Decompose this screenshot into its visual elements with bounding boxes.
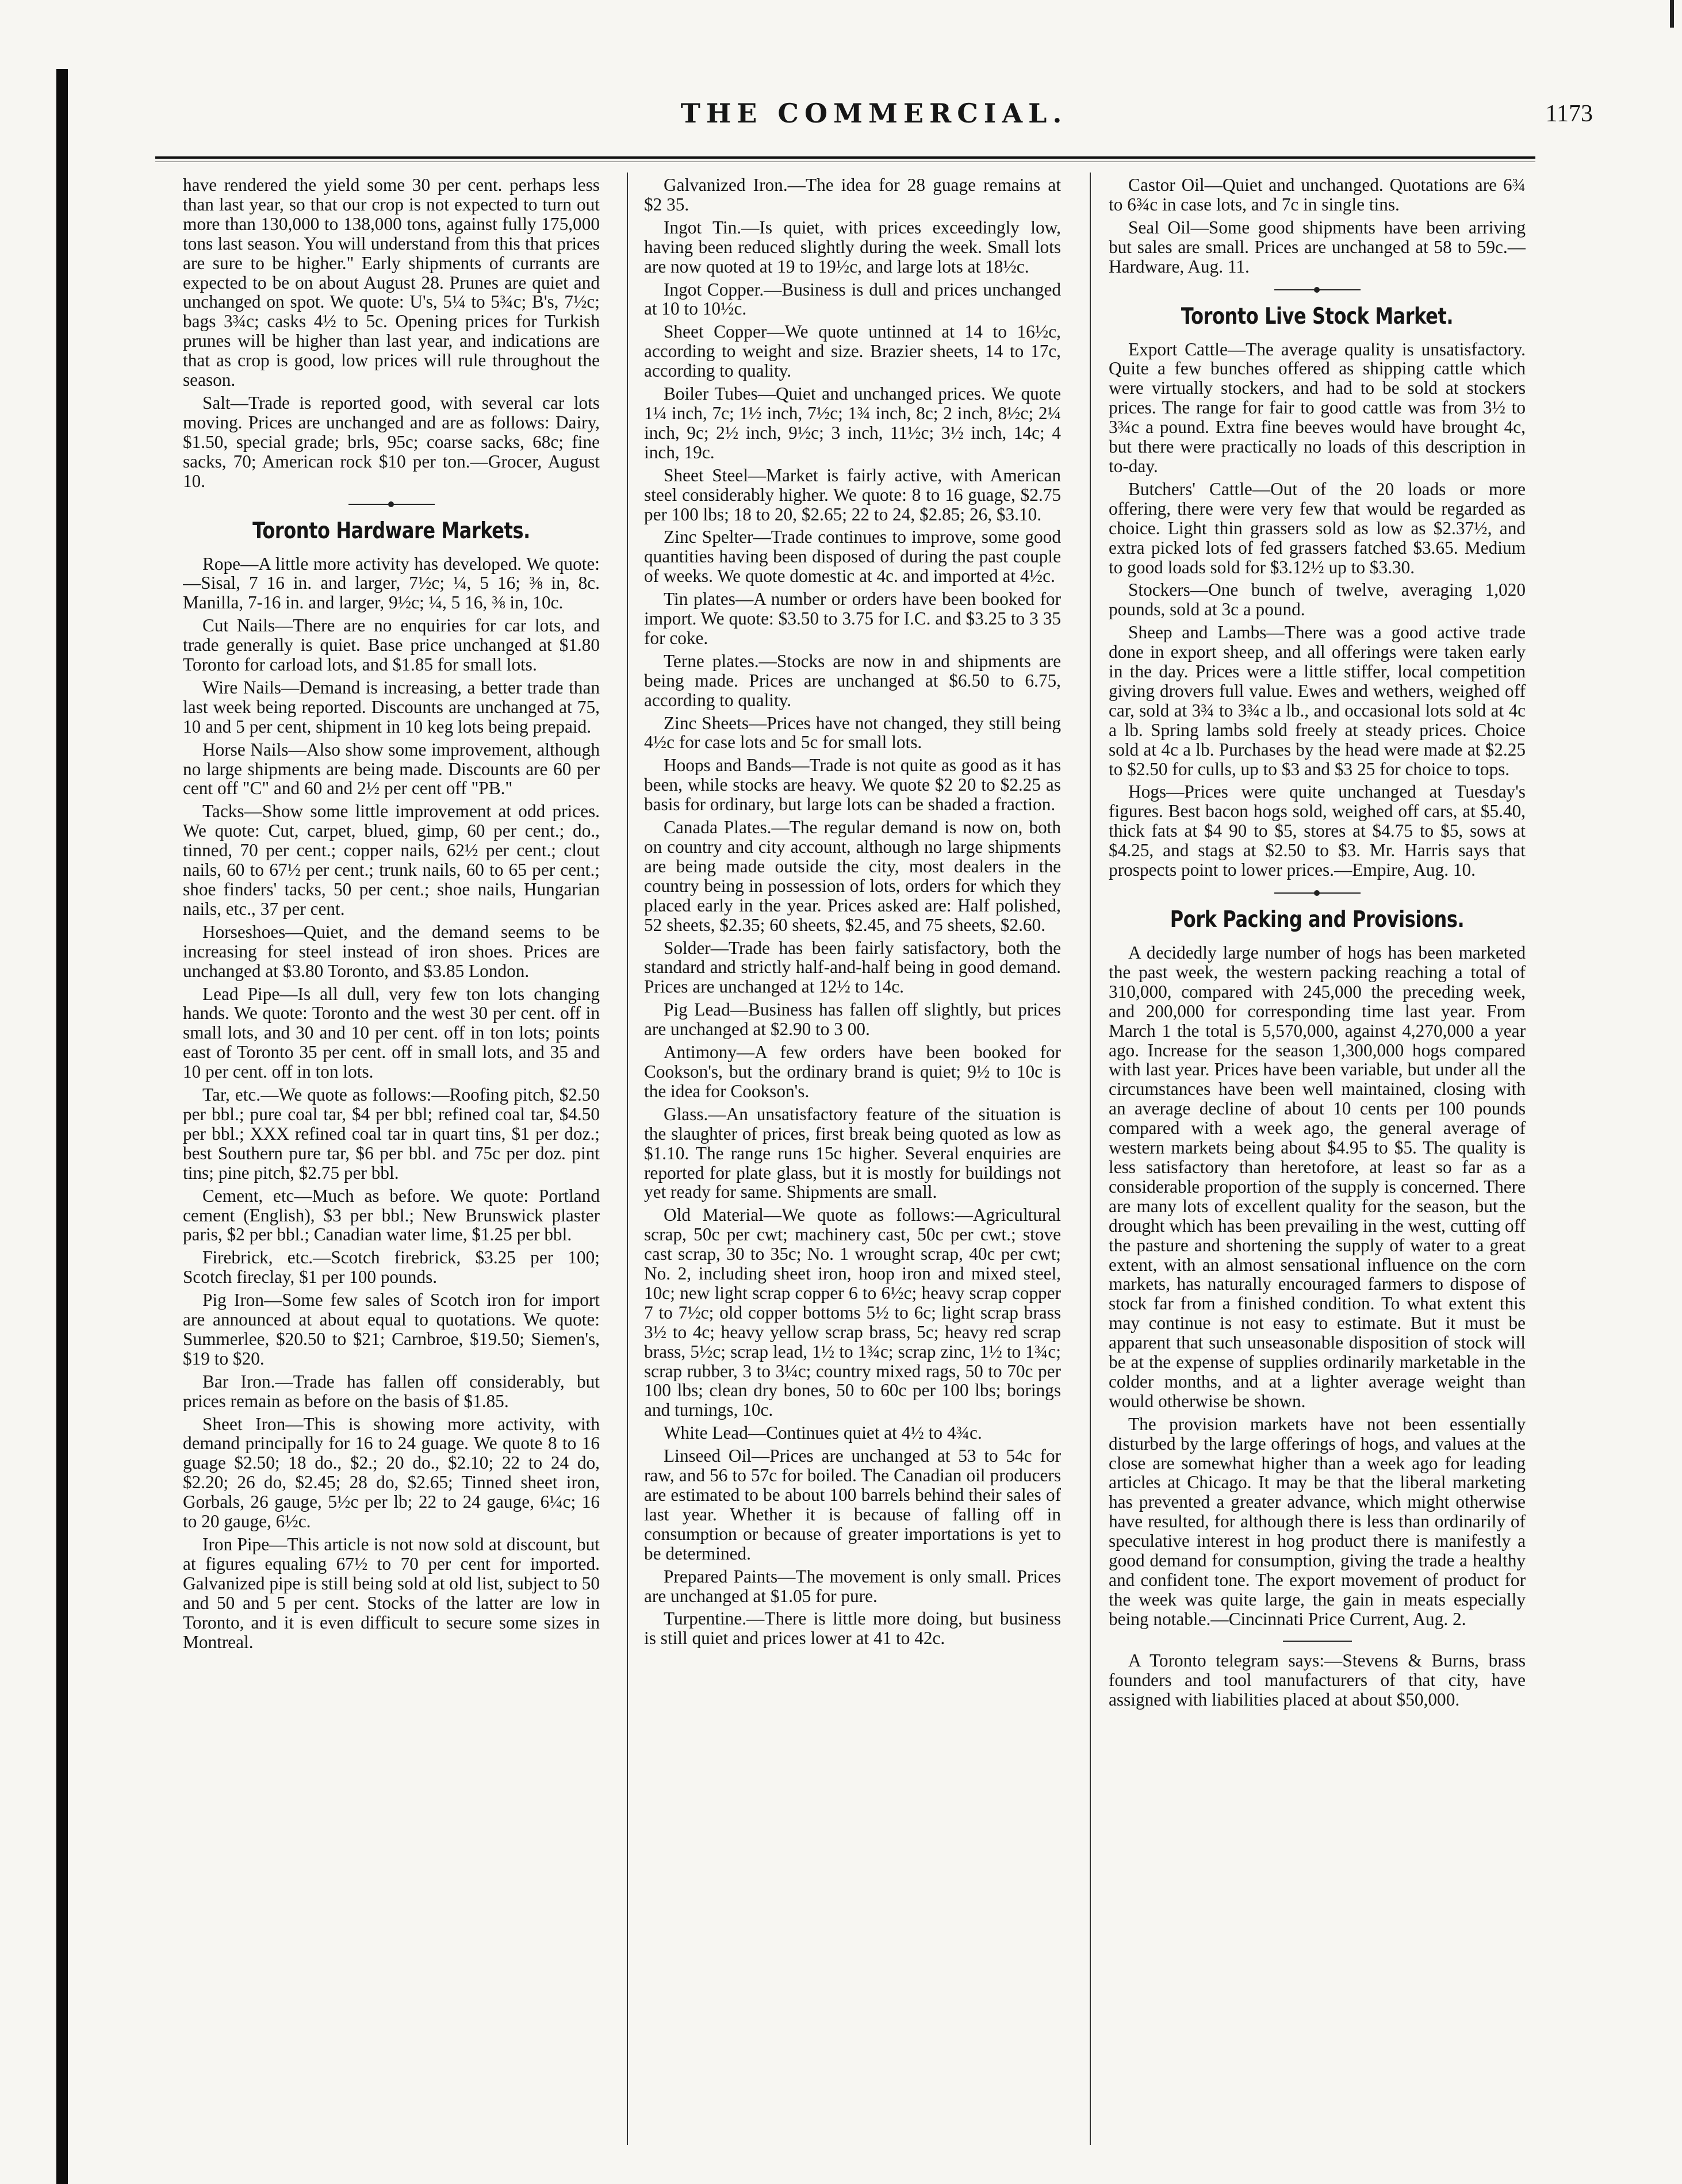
column-divider (627, 173, 628, 2145)
column-3 (1109, 175, 1526, 2142)
article-paragraph: Castor Oil—Quiet and unchanged. Quotations are 6¾ to 6¾c in case lots, and 7c in single tins. (1109, 175, 1526, 214)
ornamental-rule (1274, 289, 1361, 295)
article-paragraph: Export Cattle—The average quality is unsatisfactory. Quite a few bunches offered as shipping cattle which were virtually stockers, and had to be sold at stockers prices. The range for fair to good cattle was from 3½ to 3¾c a pound. Extra fine beeves would have brought 4c, but there were practically no loads of this description in to-day. (1109, 339, 1526, 476)
separator-rule (1283, 1641, 1352, 1642)
article-paragraph: Horse Nails—Also show some improvement, although no large shipments are being made. Discounts are 60 per cent off "C" and 60 and 2½ per cent off "PB." (183, 739, 600, 799)
article-paragraph: Iron Pipe—This article is not now sold at discount, but at figures equaling 67½ to 70 per cent for imported. Galvanized pipe is still being sold at old list, subject to 50 and 50 and 5 per cent. Stocks of the latter are low in Toronto, and it is even difficult to secure some sizes in Montreal. (183, 1534, 600, 1652)
column-divider (1090, 173, 1091, 2145)
article-paragraph: Hogs—Prices were quite unchanged at Tuesday's figures. Best bacon hogs sold, weighed off cars, at $5.40, thick fats at $4 90 to $5, stores at $4.75 to $5, sows at $4.25, and stags at $2.50 to $3. Mr. Harris says that prospects point to lower prices.—Empire, Aug. 10. (1109, 781, 1526, 880)
article-paragraph: Sheet Iron—This is showing more activity, with demand principally for 16 to 24 guage. We quote 8 to 16 guage $2.50; 18 do., $2.; 20 do., $2.10; 22 to 24 do, $2.20; 26 do, $2.45; 28 do, $2.65; Tinned sheet iron, Gorbals, 26 gauge, 5½c per lb; 22 to 24 gauge, 6¼c; 16 to 20 gauge, 6½c. (183, 1413, 600, 1532)
article-paragraph: The provision markets have not been essentially disturbed by the large offerings of hogs, and values at the close are somewhat higher than a week ago for leading articles at Chicago. It may be that the liberal marketing has prevented a greater advance, which might otherwise have resulted, for although there is less than ordinarily of speculative interest in hog product there is manifestly a good demand for consumption, giving the trade a healthy and confident tone. The export movement of product for the week was quite large, the gain in meats especially being notable.—Cincinnati Price Current, Aug. 2. (1109, 1413, 1526, 1629)
article-paragraph: Cut Nails—There are no enquiries for car lots, and trade generally is quiet. Base price unchanged at $1.80 Toronto for carload lots, and $1.85 for small lots. (183, 615, 600, 675)
article-paragraph: Prepared Paints—The movement is only small. Prices are unchanged at $1.05 for pure. (644, 1566, 1061, 1606)
article-paragraph: Cement, etc—Much as before. We quote: Portland cement (English), $3 per bbl.; New Brunswick plaster paris, $2 per bbl.; Canadian water lime, $1.25 per bbl. (183, 1185, 600, 1245)
column-1 (183, 175, 600, 2142)
page-number: 1173 (1545, 101, 1593, 127)
section-heading: Toronto Hardware Markets. (252, 518, 530, 544)
article-paragraph: Sheet Steel—Market is fairly active, with American steel considerably higher. We quote: 8 to 16 guage, $2.75 per 100 lbs; 18 to 20, $2.65; 22 to 24, $2.85; 26, $3.10. (644, 465, 1061, 524)
article-paragraph: Wire Nails—Demand is increasing, a better trade than last week being reported. Discounts are unchanged at 75, 10 and 5 per cent, shipment in 10 keg lots being prepaid. (183, 677, 600, 737)
article-paragraph: Rope—A little more activity has developed. We quote:—Sisal, 7 16 in. and larger, 7½c; ¼, 5 16; ⅜ in, 8c. Manilla, 7-16 in. and larger, 9½c; ¼, 5 16, ⅜ in, 10c. (183, 553, 600, 613)
section-heading-block (1109, 892, 1526, 934)
article-paragraph: Glass.—An unsatisfactory feature of the situation is the slaughter of prices, first break being quoted as low as $1.10. The range runs 15c higher. Several enquiries are reported for plate glass, but it is mostly for buildings not yet ready for same. Shipments are small. (644, 1104, 1061, 1202)
section-heading-block (183, 504, 600, 545)
article-paragraph: Canada Plates.—The regular demand is now on, both on country and city account, although no large shipments are being made outside the city, most dealers in the country being in possession of lots, orders for which they placed early in the year. Prices asked are: Half polished, 52 sheets, $2.35; 60 sheets, $2.45, and 75 sheets, $2.60. (644, 817, 1061, 935)
section-heading: Pork Packing and Provisions. (1170, 907, 1465, 933)
article-paragraph: Terne plates.—Stocks are now in and shipments are being made. Prices are unchanged at $6.50 to 6.75, according to quality. (644, 650, 1061, 710)
article-paragraph: Stockers—One bunch of twelve, averaging 1,020 pounds, sold at 3c a pound. (1109, 580, 1526, 620)
article-paragraph: Firebrick, etc.—Scotch firebrick, $3.25 per 100; Scotch fireclay, $1 per 100 pounds. (183, 1247, 600, 1288)
masthead: THE COMMERCIAL. (680, 98, 1068, 129)
article-paragraph: Lead Pipe—Is all dull, very few ton lots changing hands. We quote: Toronto and the west 30 per cent. off in small lots, and 30 and 10 per cent. off in ton lots; points east of Toronto 35 per cent. off in small lots, and 35 and 10 per cent. off in ton lots. (183, 983, 600, 1082)
article-paragraph: Tacks—Show some little improvement at odd prices. We quote: Cut, carpet, blued, gimp, 60 per cent.; do., tinned, 70 per cent.; copper nails, 62½ per cent.; clout nails, 60 to 67½ per cent.; trunk nails, 60 to 65 per cent.; shoe finders' tacks, 50 per cent.; shoe nails, Hungarian nails, etc., 37 per cent. (183, 801, 600, 919)
corner-mark (1670, 0, 1674, 28)
article-paragraph: Solder—Trade has been fairly satisfactory, both the standard and strictly half-and-half being in good demand. Prices are unchanged at 12½ to 14c. (644, 937, 1061, 997)
article-paragraph: Tar, etc.—We quote as follows:—Roofing pitch, $2.50 per bbl.; pure coal tar, $4 per bbl; refined coal tar, $4.50 per bbl.; XXX refined coal tar in quart tins, $1 per doz.; best Southern pure tar, $6 per bbl. and 75c per doz. pint tins; pine pitch, $2.75 per bbl. (183, 1085, 600, 1183)
page-header (155, 98, 1593, 144)
binding-edge (56, 69, 68, 2184)
section-heading-block (1109, 289, 1526, 331)
article-paragraph: Tin plates—A number or orders have been booked for import. We quote: $3.50 to 3.75 for I.C. and $3.25 to 3 35 for coke. (644, 589, 1061, 648)
article-paragraph: have rendered the yield some 30 per cent. perhaps less than last year, so that our crop is not expected to turn out more than 130,000 to 138,000 tons, against fully 175,000 tons last season. You will understand from this that prices are sure to be higher." Early shipments of currants are expected to be on about August 28. Prunes are quiet and unchanged on spot. We quote: U's, 5¼ to 5¾c; B's, 7½c; bags 3¾c; casks 4½ to 5c. Opening prices for Turkish prunes will be higher than last year, and indications are that as crop is good, low prices will rule throughout the season. (183, 175, 600, 390)
article-paragraph: Ingot Tin.—Is quiet, with prices exceedingly low, having been reduced slightly during the week. Small lots are now quoted at 19 to 19½c, and large lots at 18½c. (644, 217, 1061, 277)
header-rule (155, 156, 1535, 159)
article-paragraph: Horseshoes—Quiet, and the demand seems to be increasing for steel instead of iron shoes. Prices are unchanged at $3.80 Toronto, and $3.85 London. (183, 921, 600, 981)
article-paragraph: Linseed Oil—Prices are unchanged at 53 to 54c for raw, and 56 to 57c for boiled. The Canadian oil producers are estimated to be about 100 barrels behind their sales of last year. Whether it is because of falling off in consumption or because of greater importations is yet to be determined. (644, 1446, 1061, 1564)
section-heading: Toronto Live Stock Market. (1181, 303, 1454, 329)
article-paragraph: Salt—Trade is reported good, with several car lots moving. Prices are unchanged and are as follows: Dairy, $1.50, special grade; brls, 95c; coarse sacks, 68c; fine sacks, 70; American rock $10 per ton.—Grocer, August 10. (183, 392, 600, 491)
article-paragraph: Hoops and Bands—Trade is not quite as good as it has been, while stocks are heavy. We quote $2 20 to $2.25 as basis for ordinary, but large lots can be shaded a fraction. (644, 755, 1061, 815)
article-paragraph: Antimony—A few orders have been booked for Cookson's, but the ordinary brand is quiet; 9½ to 10c is the idea for Cookson's. (644, 1042, 1061, 1101)
article-paragraph: Pig Iron—Some few sales of Scotch iron for import are announced at about equal to quotations. We quote: Summerlee, $20.50 to $21; Carnbroe, $19.50; Siemen's, $19 to $20. (183, 1290, 600, 1369)
article-paragraph: Zinc Sheets—Prices have not changed, they still being 4½c for case lots and 5c for small lots. (644, 712, 1061, 753)
article-paragraph: Zinc Spelter—Trade continues to improve, some good quantities having been disposed of during the past couple of weeks. We quote domestic at 4c. and imported at 4½c. (644, 527, 1061, 587)
article-paragraph: Boiler Tubes—Quiet and unchanged prices. We quote 1¼ inch, 7c; 1½ inch, 7½c; 1¾ inch, 8c; 2 inch, 8½c; 2¼ inch, 9c; 2½ inch, 9½c; 3 inch, 11½c; 3½ inch, 14c; 4 inch, 19c. (644, 384, 1061, 462)
ornamental-rule (1274, 892, 1361, 898)
article-paragraph: Bar Iron.—Trade has fallen off considerably, but prices remain as before on the basis of $1.85. (183, 1371, 600, 1411)
article-paragraph: Pig Lead—Business has fallen off slightly, but prices are unchanged at $2.90 to 3 00. (644, 999, 1061, 1040)
article-paragraph: Ingot Copper.—Business is dull and prices unchanged at 10 to 10½c. (644, 279, 1061, 319)
article-paragraph: Turpentine.—There is little more doing, but business is still quiet and prices lower at 41 to 42c. (644, 1608, 1061, 1649)
ornamental-rule (348, 504, 435, 509)
article-paragraph: A Toronto telegram says:—Stevens & Burns, brass founders and tool manufacturers of that city, have assigned with liabilities placed at about $50,000. (1109, 1650, 1526, 1710)
column-2 (644, 175, 1061, 2142)
article-paragraph: Sheep and Lambs—There was a good active trade done in export sheep, and all offerings were taken early in the day. Prices were a little stiffer, local competition giving drovers full value. Ewes and wethers, weighed off car, sold at 3¾ to 3¾c a lb., and occasional lots sold at 4c a lb. Spring lambs sold freely at steady prices. Choice sold at 4c a lb. Purchases by the head were made at $2.25 to $2.50 for culls, up to $3 and $3 25 for choice to tops. (1109, 622, 1526, 779)
article-paragraph: Old Material—We quote as follows:—Agricultural scrap, 50c per cwt; machinery cast, 50c per cwt.; stove cast scrap, 30 to 35c; No. 1 wrought scrap, 40c per cwt; No. 2, including sheet iron, hoop iron and mixed steel, 10c; new light scrap copper 6 to 6½c; heavy scrap copper 7 to 7½c; old copper bottoms 5½ to 6c; light scrap brass 3½ to 4c; heavy yellow scrap brass, 5c; heavy red scrap brass, 5½c; scrap lead, 1½ to 1¾c; scrap zinc, 1½ to 1¾c; scrap rubber, 3 to 3¼c; country mixed rags, 50 to 70c per 100 lbs; clean dry bones, 50 to 60c per 100 lbs; borings and turnings, 10c. (644, 1205, 1061, 1420)
article-paragraph: Galvanized Iron.—The idea for 28 guage remains at $2 35. (644, 175, 1061, 214)
article-paragraph: Butchers' Cattle—Out of the 20 loads or more offering, there were very few that would be regarded as choice. Light thin grassers sold as low as $2.37½, and extra picked lots of fed grassers fatched $3.65. Medium to good loads sold for $3.12½ up to $3.30. (1109, 478, 1526, 577)
article-paragraph: White Lead—Continues quiet at 4½ to 4¾c. (664, 1423, 982, 1443)
article-paragraph: Sheet Copper—We quote untinned at 14 to 16½c, according to weight and size. Brazier sheets, 14 to 17c, according to quality. (644, 321, 1061, 381)
article-paragraph: A decidedly large number of hogs has been marketed the past week, the western packing reaching a total of 310,000, compared with 245,000 the preceding week, and 200,000 for corresponding time last year. From March 1 the total is 5,570,000, against 4,270,000 a year ago. Increase for the season 1,300,000 hogs compared with last year. Prices have been variable, but under all the circumstances have been well maintained, closing with an average decline of about 10 cents per 100 pounds compared with a week ago, the general average of western markets being about $4.95 to $5. The quality is less satisfactory than heretofore, at least so far as a considerable proportion of the supply is concerned. There are many lots of excellent quality for the season, but the drought which has been prevailing in the west, cutting off the pasture and shortening the supply of water to a great extent, with an almost sensational influence on the corn markets, has naturally encouraged farmers to dispose of stock far from a finished condition. To what extent this may continue is not easy to estimate. But it must be apparent that such unseasonable disposition of stock will be at the expense of supplies ordinarily marketable in the colder months, and at a lighter average weight than would otherwise be shown. (1109, 942, 1526, 1411)
article-paragraph: Seal Oil—Some good shipments have been arriving but sales are small. Prices are unchanged at 58 to 59c.—Hardware, Aug. 11. (1109, 217, 1526, 277)
